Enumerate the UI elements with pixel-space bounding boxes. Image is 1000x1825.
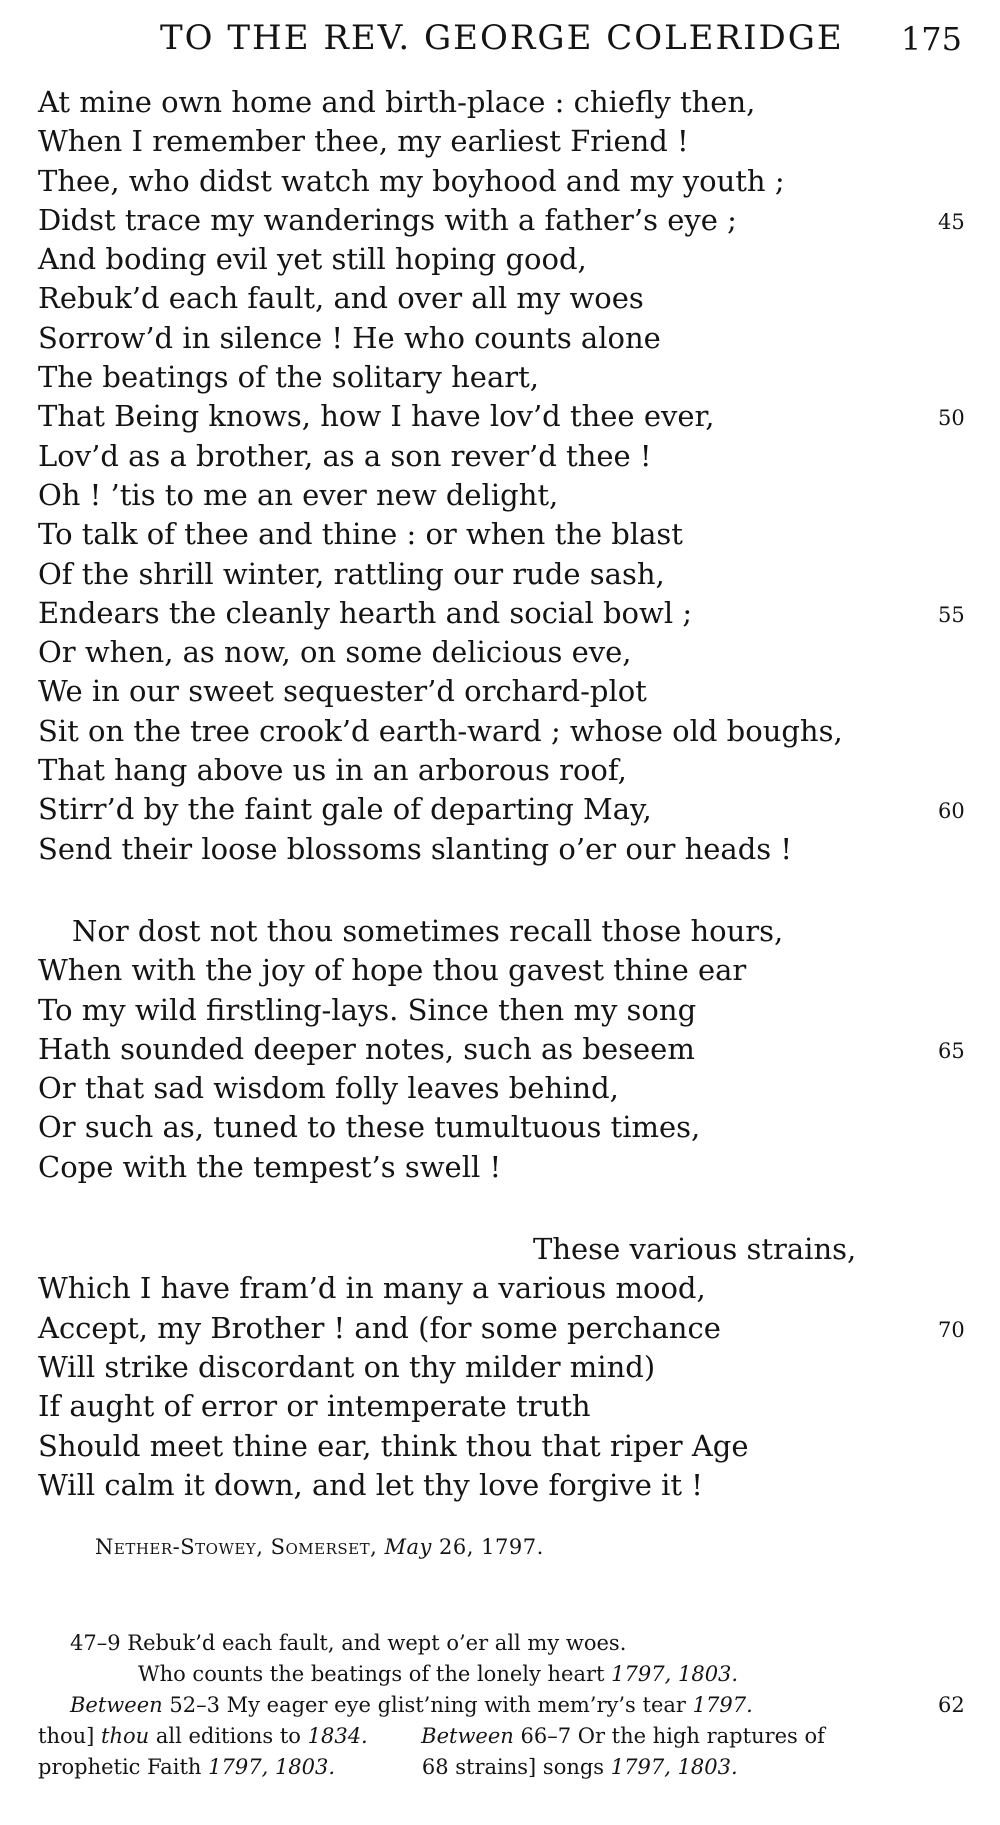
poem-line-text: Hath sounded deeper notes, such as beseem bbox=[38, 1031, 695, 1066]
poem-line-text: We in our sweet sequester’d orchard-plot bbox=[38, 674, 647, 709]
poem-line-text: Or that sad wisdom folly leaves behind, bbox=[38, 1071, 619, 1106]
poem-line bbox=[38, 830, 968, 869]
poem-line bbox=[38, 912, 968, 951]
poem-line: These various strains, bbox=[533, 1232, 857, 1267]
place-name: Nether-Stowey, bbox=[95, 1535, 264, 1559]
poem-line-text: Or when, as now, on some delicious eve, bbox=[38, 635, 632, 670]
note-line bbox=[38, 1752, 973, 1783]
poem-line-text: Will strike discordant on thy milder mind) bbox=[38, 1349, 656, 1384]
poem-line bbox=[38, 279, 968, 318]
poem-line bbox=[38, 397, 968, 436]
poem-line bbox=[38, 555, 968, 594]
poem-line bbox=[38, 1108, 968, 1147]
poem-line bbox=[38, 437, 968, 476]
poem-line bbox=[38, 83, 968, 122]
poem-line-text: The beatings of the solitary heart, bbox=[38, 360, 539, 395]
poem-line-text: To my wild firstling-lays. Since then my song bbox=[38, 992, 697, 1027]
poem-line bbox=[38, 672, 968, 711]
poem-line bbox=[38, 1348, 968, 1387]
poem-body bbox=[38, 83, 968, 1505]
poem-line bbox=[38, 1387, 968, 1426]
line-number: 60 bbox=[938, 799, 965, 824]
note-text: all editions to bbox=[155, 1724, 301, 1748]
page-number: 175 bbox=[900, 20, 962, 58]
poem-line-text: Accept, my Brother ! and (for some perchance bbox=[38, 1310, 721, 1345]
poem-line-text: Lov’d as a brother, as a son rever’d thee ! bbox=[38, 438, 652, 473]
note-line bbox=[38, 1690, 973, 1721]
line-number: 55 bbox=[938, 602, 965, 627]
poem-line-text: Thee, who didst watch my boyhood and my youth ; bbox=[38, 163, 785, 198]
poem-line bbox=[38, 240, 968, 279]
poem-line-text: To talk of thee and thine : or when the blast bbox=[38, 517, 683, 552]
poem-line-text: If aught of error or intemperate truth bbox=[38, 1389, 591, 1424]
poem-line bbox=[38, 712, 968, 751]
poem-line-text: Sorrow’d in silence ! He who counts alone bbox=[38, 320, 661, 355]
note-text: Who counts the beatings of the lonely heart bbox=[138, 1662, 605, 1686]
poem-line bbox=[38, 1466, 968, 1505]
line-number: 45 bbox=[938, 209, 965, 234]
poem-line-text: Will calm it down, and let thy love forgive it ! bbox=[38, 1467, 703, 1502]
note-edition: 1834. bbox=[307, 1724, 368, 1748]
line-number: 50 bbox=[938, 406, 965, 431]
poem-line-text: Should meet thine ear, think thou that riper Age bbox=[38, 1428, 749, 1463]
stanza-3 bbox=[38, 1269, 968, 1505]
page-header bbox=[0, 12, 1000, 62]
poem-line bbox=[38, 1148, 968, 1187]
poem-line-text: Endears the cleanly hearth and social bowl ; bbox=[38, 595, 693, 630]
poem-line-text: Didst trace my wanderings with a father’s eye ; bbox=[38, 202, 737, 237]
poem-line bbox=[38, 1030, 968, 1069]
note-line bbox=[38, 1721, 973, 1752]
poem-line bbox=[38, 476, 968, 515]
poem-line bbox=[38, 1269, 968, 1308]
textual-notes bbox=[38, 1628, 973, 1783]
note-label: Between bbox=[70, 1693, 163, 1717]
poem-line-text: Of the shrill winter, rattling our rude sash, bbox=[38, 556, 665, 591]
running-title: TO THE REV. GEORGE COLERIDGE bbox=[160, 18, 844, 58]
note-text: prophetic Faith bbox=[38, 1755, 202, 1779]
poem-line bbox=[38, 1427, 968, 1466]
place-date-signature bbox=[95, 1535, 544, 1559]
line-number: 65 bbox=[938, 1038, 965, 1063]
poem-line-text: Nor dost not thou sometimes recall those hours, bbox=[72, 913, 784, 948]
note-edition: 1797, 1803. bbox=[208, 1755, 336, 1779]
note-text: thou] bbox=[38, 1724, 95, 1748]
poem-line-text: That hang above us in an arborous roof, bbox=[38, 753, 627, 788]
poem-line-text: Cope with the tempest’s swell ! bbox=[38, 1149, 502, 1184]
note-edition: 1797, 1803. bbox=[611, 1662, 739, 1686]
poem-line-text: At mine own home and birth-place : chiefly then, bbox=[38, 85, 756, 119]
note-text: 66–7 Or the high raptures of bbox=[520, 1724, 825, 1748]
poem-line-text: And boding evil yet still hoping good, bbox=[38, 242, 587, 277]
date-year: 26, 1797. bbox=[439, 1535, 544, 1559]
poem-line bbox=[38, 358, 968, 397]
poem-line-text: Sit on the tree crook’d earth-ward ; whose old boughs, bbox=[38, 713, 843, 748]
poem-line-text: Or such as, tuned to these tumultuous times, bbox=[38, 1110, 701, 1145]
county-name: Somerset, bbox=[270, 1535, 378, 1559]
poem-line bbox=[38, 594, 968, 633]
poem-line-text: Stirr’d by the faint gale of departing May, bbox=[38, 792, 652, 827]
line-number: 70 bbox=[938, 1317, 965, 1342]
stanza-gap bbox=[38, 869, 968, 912]
poem-line-text: Oh ! ’tis to me an ever new delight, bbox=[38, 477, 559, 512]
date-month: May bbox=[384, 1535, 432, 1559]
note-edition: 1797. bbox=[692, 1693, 753, 1717]
poem-line-text: That Being knows, how I have lov’d thee ever, bbox=[38, 399, 715, 434]
poem-line bbox=[38, 515, 968, 554]
poem-line-text: When with the joy of hope thou gavest thine ear bbox=[38, 953, 747, 988]
stanza-2 bbox=[38, 912, 968, 1187]
note-edition: 1797, 1803. bbox=[610, 1755, 738, 1779]
poem-line bbox=[38, 319, 968, 358]
poem-line bbox=[38, 122, 968, 161]
note-text: 52–3 My eager eye glist’ning with mem’ry’s tear bbox=[169, 1693, 686, 1717]
poem-line bbox=[38, 1309, 968, 1348]
note-reading: thou bbox=[101, 1724, 150, 1748]
stanza-1 bbox=[38, 83, 968, 869]
note-text: 47–9 Rebuk’d each fault, and wept o’er all my woes. bbox=[70, 1631, 627, 1655]
poem-line bbox=[38, 991, 968, 1030]
poem-line bbox=[38, 1069, 968, 1108]
stanza-gap bbox=[38, 1187, 968, 1230]
poem-line bbox=[38, 790, 968, 829]
poem-line bbox=[38, 162, 968, 201]
poem-line bbox=[38, 633, 968, 672]
note-line bbox=[38, 1628, 973, 1659]
poem-line-text: Which I have fram’d in many a various mood, bbox=[38, 1271, 706, 1306]
poem-line bbox=[38, 951, 968, 990]
note-line bbox=[38, 1659, 973, 1690]
poem-line-text: Rebuk’d each fault, and over all my woes bbox=[38, 281, 644, 316]
poem-line-text: Send their loose blossoms slanting o’er our heads ! bbox=[38, 831, 793, 866]
note-label: Between bbox=[421, 1724, 514, 1748]
note-line-number: 62 bbox=[938, 1693, 965, 1717]
poem-line-text: When I remember thee, my earliest Friend ! bbox=[38, 124, 689, 159]
poem-line bbox=[38, 751, 968, 790]
note-text: 68 strains] songs bbox=[421, 1755, 605, 1779]
poem-line bbox=[38, 201, 968, 240]
